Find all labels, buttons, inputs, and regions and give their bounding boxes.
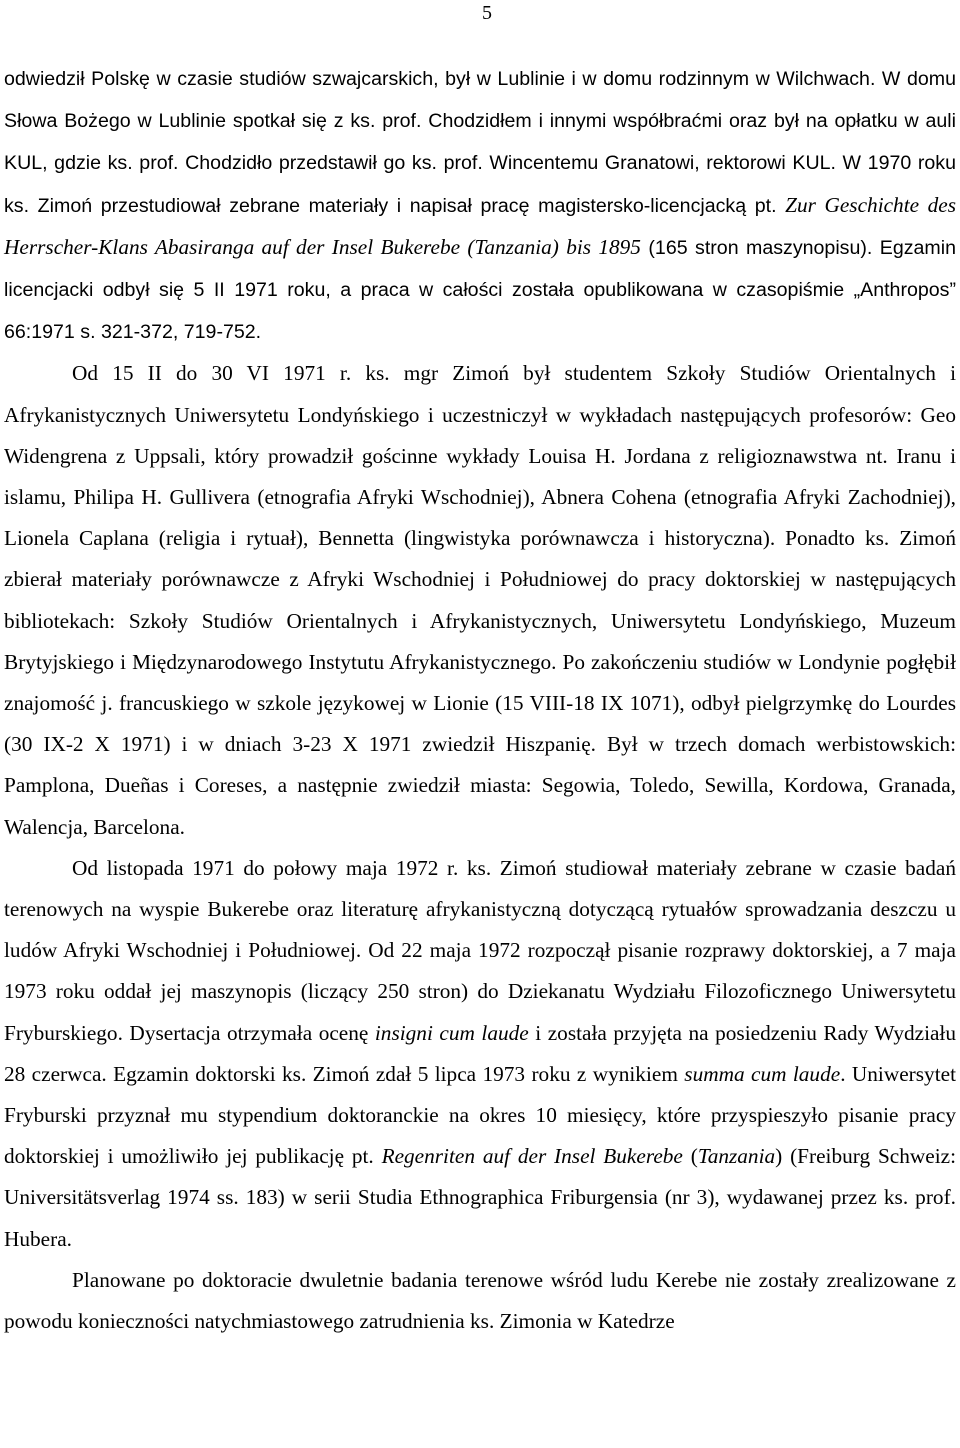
text-segment: odwiedził Polskę w czasie studiów szwajcarskich, był w Lublinie i w domu rodzinnym w Wilchwach. W domu Słowa Bożego w Lublinie spotkał się z ks. prof. Chodzidłem i innymi współbraćmi oraz był na opłatku w auli KUL, gdzie ks. prof. Chodzidło przedstawił go ks. prof. Wincentemu Granatowi, rektorowi KUL. W 1970 roku ks. Zimoń przestudiował zebrane materiały i napisał pracę magistersko-licencjacką pt.: [4, 68, 956, 217]
italic-text-segment: Regenriten auf der Insel Bukerebe: [381, 1144, 683, 1169]
paragraph: [4, 1260, 956, 1342]
paragraph: [4, 58, 956, 353]
page-number: 5: [482, 2, 492, 24]
text-segment: Planowane po doktoracie dwuletnie badania terenowe wśród ludu Kerebe nie zostały zrealizowane z powodu konieczności natychmiastowego zatrudnienia ks. Zimonia w Katedrze: [4, 1267, 956, 1334]
text-segment: Od listopada 1971 do połowy maja 1972 r. ks. Zimoń studiował materiały zebrane w czasie badań terenowych na wyspie Bukerebe oraz literaturę afrykanistyczną dotyczącą rytuałów sprowadzania deszczu u ludów Afryki Wschodniej i Południowej. Od 22 maja 1972 rozpoczął pisanie rozprawy doktorskiej, a 7 maja 1973 roku oddał jej maszynopis (liczący 250 stron) do Dziekanatu Wydziału Filozoficznego Uniwersytetu Fryburskiego. Dysertacja otrzymała ocenę: [4, 855, 956, 1045]
paragraph: [4, 353, 956, 847]
italic-text-segment: Zur Geschichte des Herrscher-Klans Abasiranga auf der Insel Bukerebe (Tanzania) bis 1895: [4, 192, 956, 259]
text-segment: (: [682, 1144, 698, 1169]
italic-text-segment: Tanzania: [697, 1144, 776, 1169]
text-segment: (165 stron maszynopisu). Egzamin licencjacki odbył się 5 II 1971 roku, a praca w całości została opublikowana w czasopiśmie „Anthropos” 66:1971 s. 321-372, 719-752.: [4, 236, 957, 344]
text-segment: i została przyjęta na posiedzeniu Rady Wydziału 28 czerwca. Egzamin doktorski ks. Zimoń zdał 5 lipca 1973 roku z wynikiem: [4, 1020, 956, 1086]
text-segment: . Uniwersytet Fryburski przyznał mu stypendium doktoranckie na okres 10 miesięcy, które przyspieszyło pisanie pracy doktorskiej i umożliwiło jej publikację pt.: [4, 1061, 956, 1169]
text-segment: Od 15 II do 30 VI 1971 r. ks. mgr Zimoń był studentem Szkoły Studiów Orientalnych i Afrykanistycznych Uniwersytetu Londyńskiego i uczestniczył w wykładach następujących profesorów: Geo Widengrena z Uppsali, który prowadził gościnne wykłady Louisa H. Jordana z religioznawstwa nt. Iranu i islamu, Philipa H. Gullivera (etnografia Afryki Wschodniej), Abnera Cohena (etnografia Afryki Zachodniej), Lionela Caplana (religia i rytuał), Bennetta (lingwistyka porównawcza i historyczna). Ponadto ks. Zimoń zbierał materiały porównawcze z Afryki Wschodniej i Południowej do pracy doktorskiej w następujących bibliotekach: Szkoły Studiów Orientalnych i Afrykanistycznych, Uniwersytetu Londyńskiego, Muzeum Brytyjskiego i Międzynarodowego Instytutu Afrykanistycznego. Po zakończeniu studiów w Londynie pogłębił znajomość j. francuskiego w szkole językowej w Lionie (15 VIII-18 IX 1071), odbył pielgrzymkę do Lourdes (30 IX-2 X 1971) i w dniach 3-23 X 1971 zwiedził Hiszpanię. Był w trzech domach werbistowskich: Pamplona, Dueñas i Coreses, a następnie zwiedził miasta: Segowia, Toledo, Sewilla, Kordowa, Granada, Walencja, Barcelona.: [4, 361, 956, 839]
italic-text-segment: insigni cum laude: [374, 1020, 529, 1045]
paragraph: [4, 848, 956, 1260]
italic-text-segment: summa cum laude: [684, 1061, 841, 1086]
body-text: [4, 58, 956, 1342]
text-segment: ) (Freiburg Schweiz: Universitätsverlag 1974 ss. 183) w serii Studia Ethnographica Friburgensia (nr 3), wydawanej przez ks. prof. Hubera.: [4, 1144, 957, 1251]
